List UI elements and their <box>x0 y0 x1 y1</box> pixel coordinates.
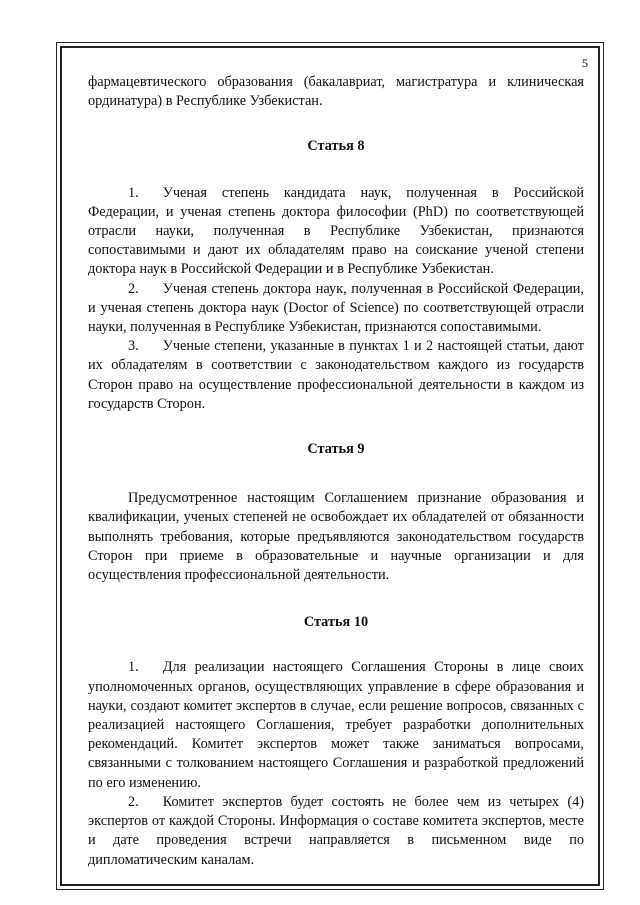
item-text: Ученые степени, указанные в пунктах 1 и 2 настоящей статьи, дают их обладателям в соответствии с законодательством каждого из государств Сторон право на осуществление профессиональной деятельности в каждом из государств Сторон. <box>88 338 584 412</box>
intro-paragraph: фармацевтического образования (бакалавриат, магистратура и клиническая ординатура) в Республике Узбекистан. <box>88 74 584 110</box>
article-10-heading: Статья 10 <box>303 614 369 631</box>
page-number: 5 <box>582 56 588 70</box>
article-8-heading: Статья 8 <box>307 138 365 155</box>
item-text: Для реализации настоящего Соглашения Стороны в лице своих уполномоченных органов, осуществляющих управление в сфере образования и науки, создают комитет экспертов в случае, если решение вопросов, связанных с реализацией настоящего Соглашения, требует разработки дополнительных рекомендаций. Комитет экспертов может также заниматься вопросами, связанными с толкованием настоящего Соглашения и разработкой предложений по его изменению. <box>88 659 584 791</box>
article-9-heading: Статья 9 <box>307 441 365 458</box>
document-body <box>88 73 584 870</box>
article-8-item-1 <box>88 184 584 280</box>
article-8-item-2 <box>88 280 584 338</box>
item-text: Комитет экспертов будет состоять не более чем из четырех (4) экспертов от каждой Стороны. Информация о составе комитета экспертов, месте и дате проведения встречи направляется в письменном виде по дипломатическим каналам. <box>88 793 584 868</box>
item-text: Ученая степень кандидата наук, полученная в Российской Федерации, и ученая степень доктора философии (PhD) по соответствующей отрасли науки, полученная в Республике Узбекистан, признаются сопоставимыми и дают их обладателям право на соискание ученой степени доктора наук в Российской Федерации и в Республике Узбекистан. <box>88 184 584 278</box>
item-number: 2. <box>128 280 139 297</box>
item-number: 1. <box>128 184 139 201</box>
item-number: 2. <box>128 793 139 810</box>
item-number: 3. <box>128 338 139 355</box>
article-8-item-3 <box>88 337 584 414</box>
article-9-paragraph: Предусмотренное настоящим Соглашением признание образования и квалификации, ученых степеней не освобождает их обладателей от обязанности выполнять требования, которые предъявляются законодательством государств Сторон при приеме в образовательные и научные организации и для осуществления профессиональной деятельности. <box>88 490 584 584</box>
article-10-item-2 <box>88 793 584 870</box>
item-number: 1. <box>128 659 139 676</box>
article-10-item-1 <box>88 658 584 792</box>
item-text: Ученая степень доктора наук, полученная в Российской Федерации, и ученая степень доктора наук (Doctor of Science) по соответствующей отрасли науки, полученная в Республике Узбекистан, признаются сопоставимыми. <box>88 280 584 336</box>
